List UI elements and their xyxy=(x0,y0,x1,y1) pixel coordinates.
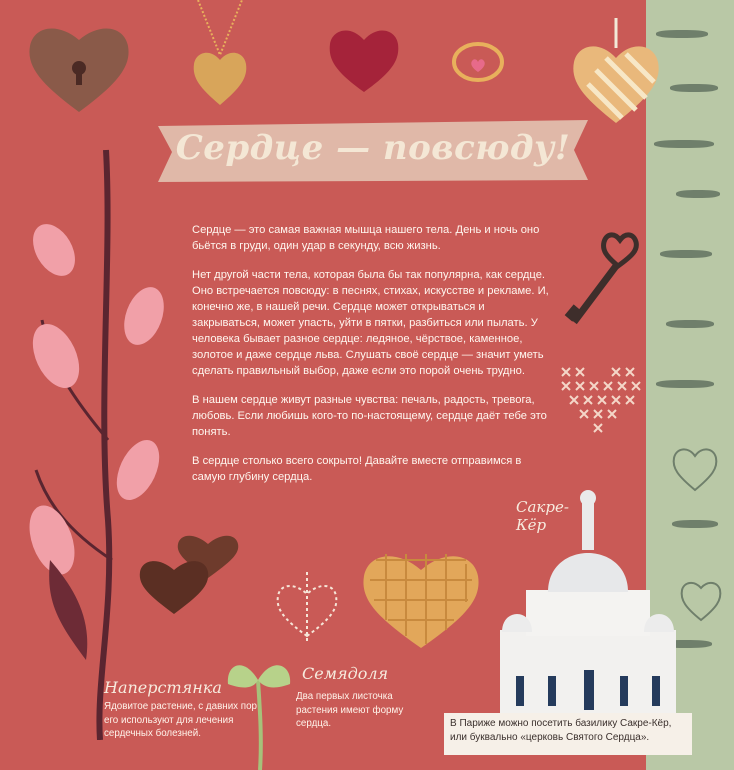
foxglove-plant xyxy=(26,140,166,740)
locket-heart-icon xyxy=(190,0,250,110)
padlock-heart-icon xyxy=(24,16,134,116)
cross-stitch-heart-icon xyxy=(556,360,650,446)
woven-heart-icon xyxy=(566,18,666,128)
strawberry-heart-icon xyxy=(326,22,402,94)
paragraph-4: В сердце столько всего сокрыто! Давайте вместе отправимся в самую глубину сердца. xyxy=(192,455,522,483)
chocolates-icon xyxy=(134,530,244,620)
main-text xyxy=(192,222,552,498)
stitched-heart-icon xyxy=(272,572,342,642)
birch-mark xyxy=(666,320,714,328)
sacre-caption: В Париже можно посетить базилику Сакре-Кёр, или буквально «церковь Святого Сердца». xyxy=(444,713,692,755)
title-banner xyxy=(158,120,588,182)
foxglove-note: Ядовитое растение, с давних пор его используют для лечения сердечных болезней. xyxy=(104,701,258,739)
seedling-note: Два первых листочка растения имеют форму сердца. xyxy=(296,691,404,729)
seedling-label: Семядоля xyxy=(302,664,389,683)
paragraph-2: Нет другой части тела, которая была бы так популярна, как сердце. Оно встречается повсюду: в песнях, стихах, искусстве и рекламе. И, конечно же, в нашей речи. Сердце может открываться и закрываться, может упасть, уйти в пятки, разбиться или пылать. У человека бывает разное сердце: ледяное, чёрствое, каменное, золотое и даже сердце льва. Слушать своё сердце — значит уметь сделать правильный выбор, даже если это порой очень трудно. xyxy=(192,269,549,377)
carved-heart-icon xyxy=(668,440,722,494)
heart-key-icon xyxy=(560,226,640,336)
page-title: Сердце — повсюду! xyxy=(175,128,571,168)
birch-mark xyxy=(660,250,712,258)
birch-mark xyxy=(670,84,718,92)
carved-heart-icon xyxy=(676,574,726,624)
sacre-label: Сакре-Кёр xyxy=(516,498,569,534)
ring-icon xyxy=(448,38,508,88)
paragraph-1: Сердце — это самая важная мышца нашего тела. День и ночь оно бьётся в груди, один удар в секунду, всю жизнь. xyxy=(192,224,540,252)
paragraph-3: В нашем сердце живут разные чувства: печаль, радость, тревога, любовь. Если любишь кого-то по-настоящему, сердце даёт тебе это понять. xyxy=(192,394,547,438)
birch-mark xyxy=(656,380,714,388)
birch-mark xyxy=(676,190,720,198)
birch-mark xyxy=(654,140,714,148)
waffle-heart-icon xyxy=(356,540,486,650)
foxglove-label: Наперстянка xyxy=(104,678,222,697)
